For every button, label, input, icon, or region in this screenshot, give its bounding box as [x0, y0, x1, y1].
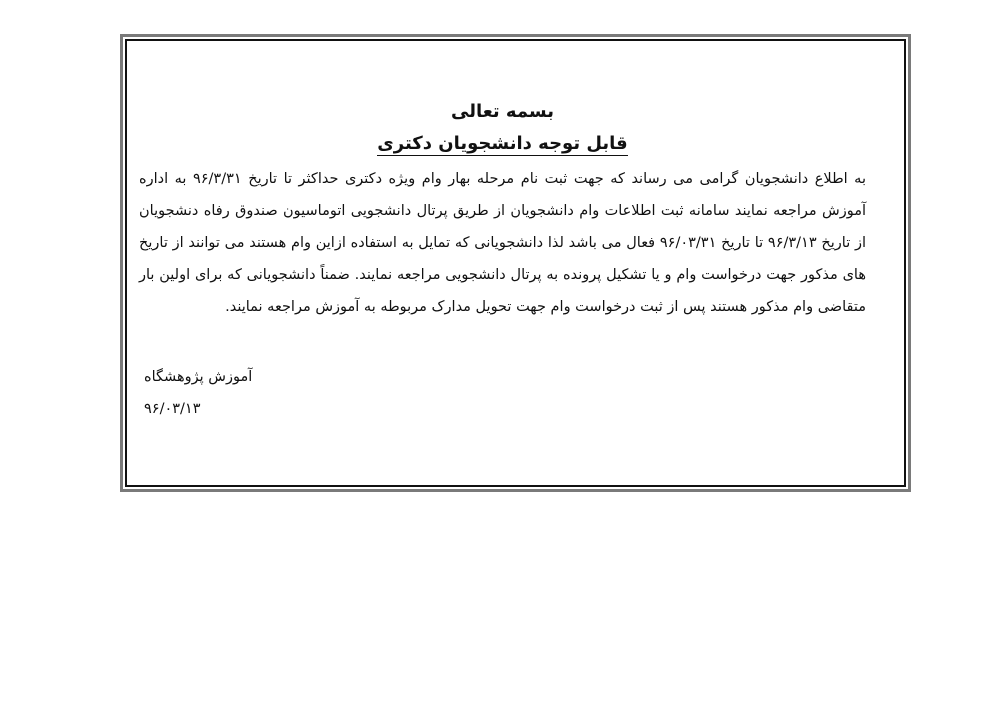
- notice-title: [139, 129, 866, 159]
- signature-block: [139, 361, 866, 425]
- signature-name: آموزش پژوهشگاه: [144, 369, 253, 385]
- notice-title-text: قابل توجه دانشجویان دکتری: [377, 133, 628, 154]
- signature-line: [144, 361, 866, 393]
- notice-body: به اطلاع دانشجویان گرامی می رساند که جهت ثبت نام مرحله بهار وام ویژه دکتری حداکثر تا تاریخ ۹۶/۳/۳۱ به اداره آموزش مراجعه نمایند سامانه ثبت اطلاعات وام دانشجویان از طریق پرتال دانشجویی اتوماسیون صندوق رفاه دنشجویان از تاریخ ۹۶/۳/۱۳ تا تاریخ ۹۶/۰۳/۳۱ فعال می باشد لذا دانشجویانی که تمایل به استفاده ازاین وام هستند می توانند از تاریخ های مذکور جهت درخواست وام و یا تشکیل پرونده به پرتال دانشجویی مراجعه نمایند. ضمناً دانشجویانی که برای اولین بار متقاضی وام مذکور هستند پس از ثبت درخواست وام جهت تحویل مدارک مربوطه به آموزش مراجعه نمایند.: [139, 171, 867, 315]
- date-line: [144, 393, 866, 425]
- signature-date: ۹۶/۰۳/۱۳: [144, 401, 201, 417]
- notice-content: [139, 97, 866, 425]
- notice-frame: [120, 34, 911, 492]
- invocation-heading: بسمه تعالی: [451, 101, 554, 122]
- notice-inner-border: [125, 39, 906, 487]
